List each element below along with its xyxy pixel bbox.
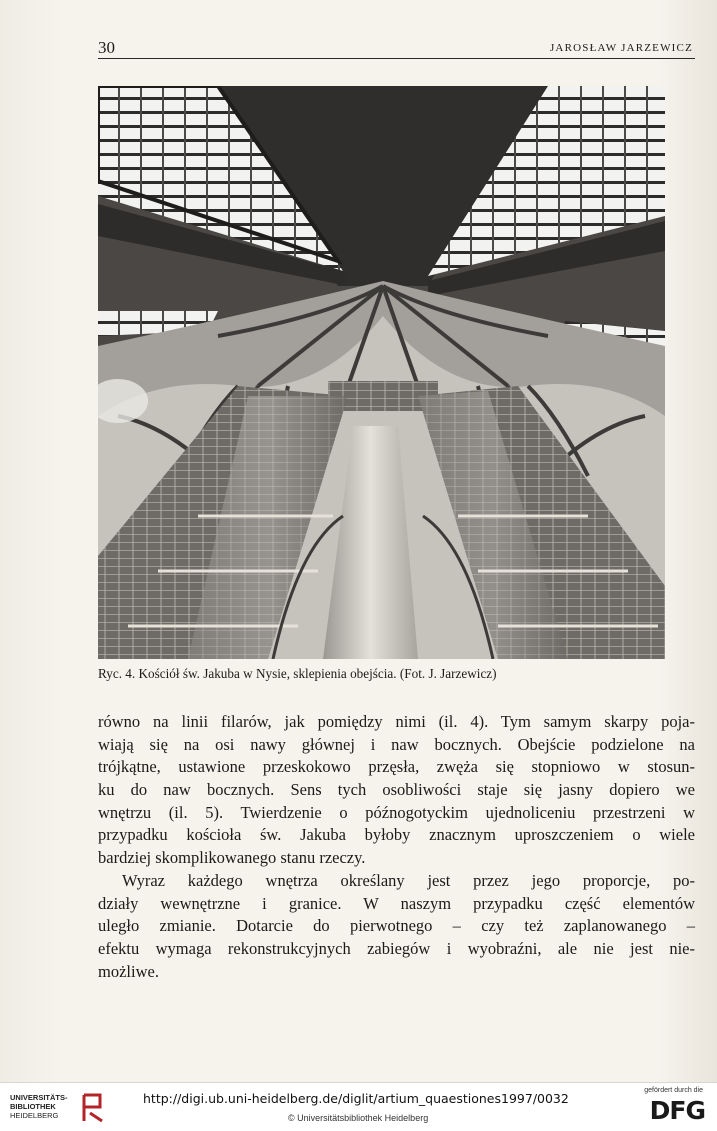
- library-emblem-icon: [80, 1093, 106, 1123]
- text-line: Wyraz każdego wnętrza określany jest przez jego proporcje, po-: [122, 870, 695, 890]
- text-line: wiają się na osi nawy głównej i naw bocznych. Obejście podzielone na: [98, 734, 695, 754]
- page-header: [98, 38, 695, 60]
- text-line: ku do naw bocznych. Sens tych osobliwości staje się jasny dopiero we: [98, 780, 695, 800]
- running-head: JAROSŁAW JARZEWICZ: [549, 42, 693, 54]
- dfg-logo[interactable]: DFG: [649, 1096, 705, 1125]
- body-text: [98, 711, 695, 983]
- page-number: 30: [98, 38, 115, 57]
- text-line: możliwe.: [98, 961, 159, 981]
- vault-illustration: [98, 86, 665, 659]
- text-line: działy wewnętrzne i granice. W naszym przypadku część elementów: [98, 893, 695, 913]
- text-line: równo na linii filarów, jak pomiędzy nimi (il. 4). Tym samym skarpy poja-: [98, 712, 695, 731]
- library-name-line: BIBLIOTHEK: [10, 1102, 56, 1111]
- figure-caption: Ryc. 4. Kościół św. Jakuba w Nysie, sklepienia obejścia. (Fot. J. Jarzewicz): [98, 666, 497, 681]
- digitization-footer: [0, 1082, 717, 1131]
- text-line: efektu wymaga rekonstrukcyjnych zabiegów i wyobraźni, ale nie jest nie-: [98, 938, 695, 958]
- university-library-logo[interactable]: [10, 1093, 120, 1125]
- vault-photograph: [98, 86, 665, 659]
- library-name-line: HEIDELBERG: [10, 1111, 59, 1120]
- text-line: trójkątne, ustawione przeskokowo przęsła, zwęża się stopniowo w stosun-: [98, 757, 695, 777]
- funding-label: gefördert durch die: [644, 1087, 703, 1094]
- copyright-notice: © Universitätsbibliothek Heidelberg: [288, 1113, 429, 1123]
- text-line: bardziej skomplikowanego stanu rzeczy.: [98, 848, 366, 868]
- permalink-url[interactable]: http://digi.ub.uni-heidelberg.de/diglit/artium_quaestiones1997/0032: [143, 1091, 569, 1106]
- library-name: [10, 1093, 68, 1120]
- library-name-line: UNIVERSITÄTS-: [10, 1093, 68, 1102]
- text-line: wnętrzu (il. 5). Twierdzenie o późnogotyckim ujednoliceniu przestrzeni w: [98, 802, 695, 822]
- header-rule: [98, 58, 695, 59]
- text-line: przypadku kościoła św. Jakuba byłoby znacznym uproszczeniem o wiele: [98, 825, 695, 845]
- text-line: uległo zmianie. Dotarcie do pierwotnego – czy też zaplanowanego –: [98, 916, 695, 936]
